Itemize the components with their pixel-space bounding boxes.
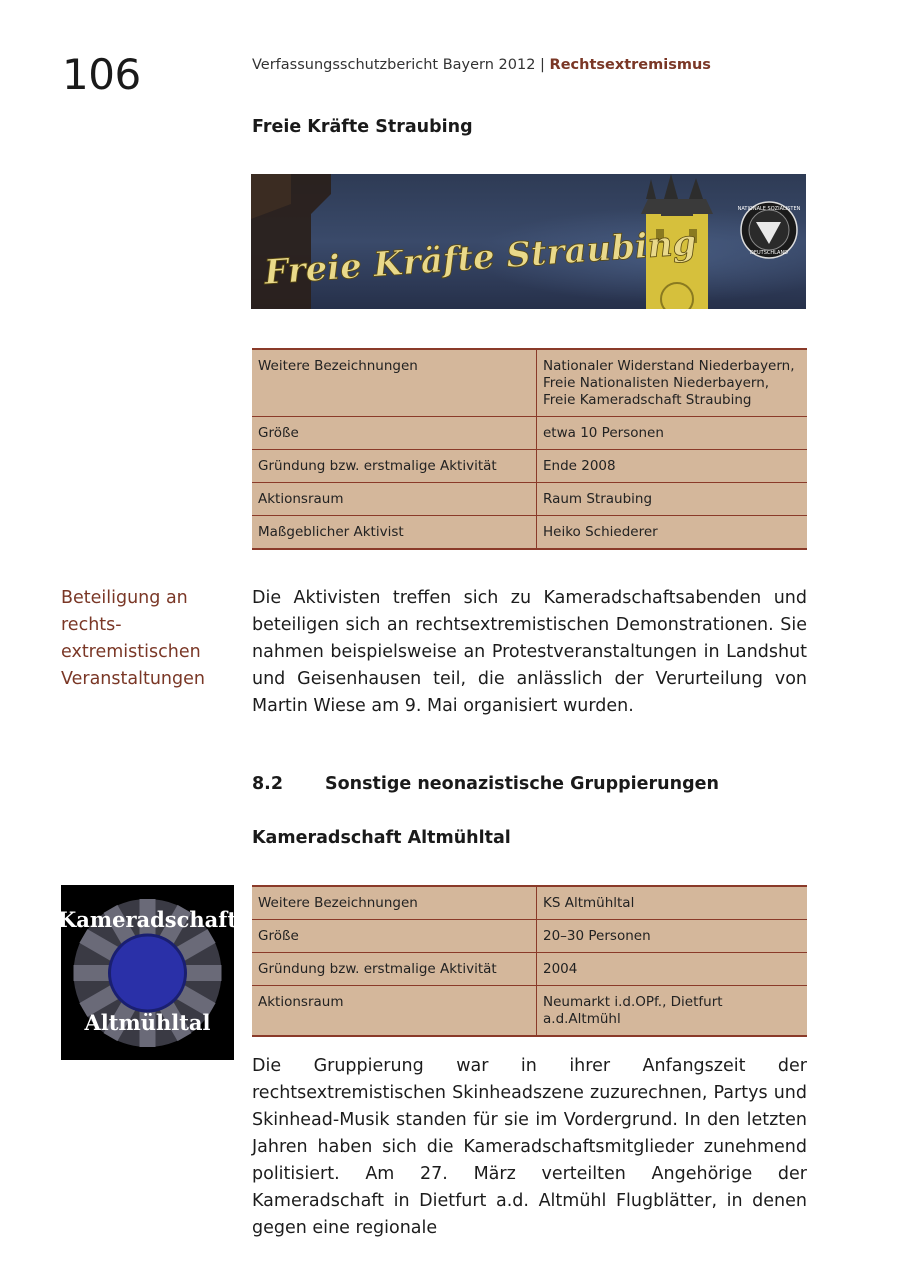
page-number: 106 bbox=[62, 50, 141, 99]
table-value-cell: Neumarkt i.d.OPf., Dietfurt a.d.Altmühl bbox=[537, 986, 808, 1037]
logo-text-top: Kameradschaft bbox=[61, 907, 234, 932]
table-label-cell: Gründung bzw. erstmalige Aktivität bbox=[252, 450, 537, 483]
table-row bbox=[252, 886, 807, 920]
table-label-cell: Gründung bzw. erstmalige Aktivität bbox=[252, 953, 537, 986]
paragraph-altmuehltal: Die Gruppierung war in ihrer Anfangszeit der rechtsextremistischen Skinheadszene zuzurechnen, Partys und Skinhead-Musik standen für sie im Vordergrund. In den letzten Jahren haben sich die Kameradschaftsmitglieder zunehmend politisiert. Am 27. März verteilten Angehörige der Kameradschaft in Dietfurt a.d. Altmühl Flugblätter, in denen gegen eine regionale bbox=[252, 1056, 807, 1238]
running-head bbox=[252, 57, 711, 73]
table-label-cell: Größe bbox=[252, 920, 537, 953]
table-value-cell: Heiko Schiederer bbox=[537, 516, 808, 550]
badge-text-top: NATIONALE SOZIALISTEN bbox=[737, 206, 801, 212]
section-heading-title: Sonstige neonazistische Gruppierungen bbox=[325, 774, 719, 794]
paragraph-straubing: Die Aktivisten treffen sich zu Kameradschaftsabenden und beteiligen sich an rechtsextremistischen Demonstrationen. Sie nahmen beispielsweise an Protestveranstaltungen in Landshut und Geisenhausen teil, die anlässlich der Verurteilung von Martin Wiese am 9. Mai organisiert wurden. bbox=[252, 588, 807, 716]
table-label-cell: Maßgeblicher Aktivist bbox=[252, 516, 537, 550]
margin-note-veranstaltungen bbox=[61, 585, 231, 693]
group-heading-straubing: Freie Kräfte Straubing bbox=[252, 117, 473, 137]
table-row bbox=[252, 417, 807, 450]
section-heading bbox=[252, 774, 719, 794]
table-row bbox=[252, 516, 807, 550]
banner-freie-kraefte-straubing bbox=[251, 174, 806, 309]
margin-note-text: Beteiligung an rechts- extremistischen Veranstaltungen bbox=[61, 588, 205, 689]
table-row bbox=[252, 953, 807, 986]
table-value-cell: etwa 10 Personen bbox=[537, 417, 808, 450]
table-value-cell: Raum Straubing bbox=[537, 483, 808, 516]
table-row bbox=[252, 450, 807, 483]
info-table-straubing bbox=[252, 348, 807, 550]
table-row bbox=[252, 483, 807, 516]
table-label-cell: Weitere Bezeichnungen bbox=[252, 886, 537, 920]
logo-text-bottom: Altmühltal bbox=[84, 1010, 211, 1035]
group-heading-altmuehltal: Kameradschaft Altmühltal bbox=[252, 828, 511, 848]
table-value-cell: 20–30 Personen bbox=[537, 920, 808, 953]
table-row bbox=[252, 920, 807, 953]
table-value-cell: 2004 bbox=[537, 953, 808, 986]
table-row bbox=[252, 349, 807, 417]
table-label-cell: Weitere Bezeichnungen bbox=[252, 349, 537, 417]
table-label-cell: Aktionsraum bbox=[252, 986, 537, 1037]
info-table-altmuehltal bbox=[252, 885, 807, 1037]
badge-text-bottom: DEUTSCHLAND bbox=[749, 250, 789, 256]
running-head-separator: | bbox=[535, 57, 550, 73]
report-title: Verfassungsschutzbericht Bayern 2012 bbox=[252, 57, 536, 73]
banner-lettering: Freie Kräfte Straubing bbox=[262, 222, 698, 293]
section-number: 8.2 bbox=[252, 774, 284, 794]
table-value-cell: KS Altmühltal bbox=[543, 895, 635, 911]
logo-kameradschaft-altmuehltal bbox=[61, 885, 234, 1060]
table-row bbox=[252, 986, 807, 1037]
table-label-cell: Größe bbox=[252, 417, 537, 450]
table-value-cell: Nationaler Widerstand Niederbayern, Freie Nationalisten Niederbayern, Freie Kameradschaft Straubing bbox=[543, 358, 795, 408]
section-title: Rechtsextremismus bbox=[549, 57, 711, 73]
table-value-cell: Ende 2008 bbox=[537, 450, 808, 483]
table-label-cell: Aktionsraum bbox=[252, 483, 537, 516]
